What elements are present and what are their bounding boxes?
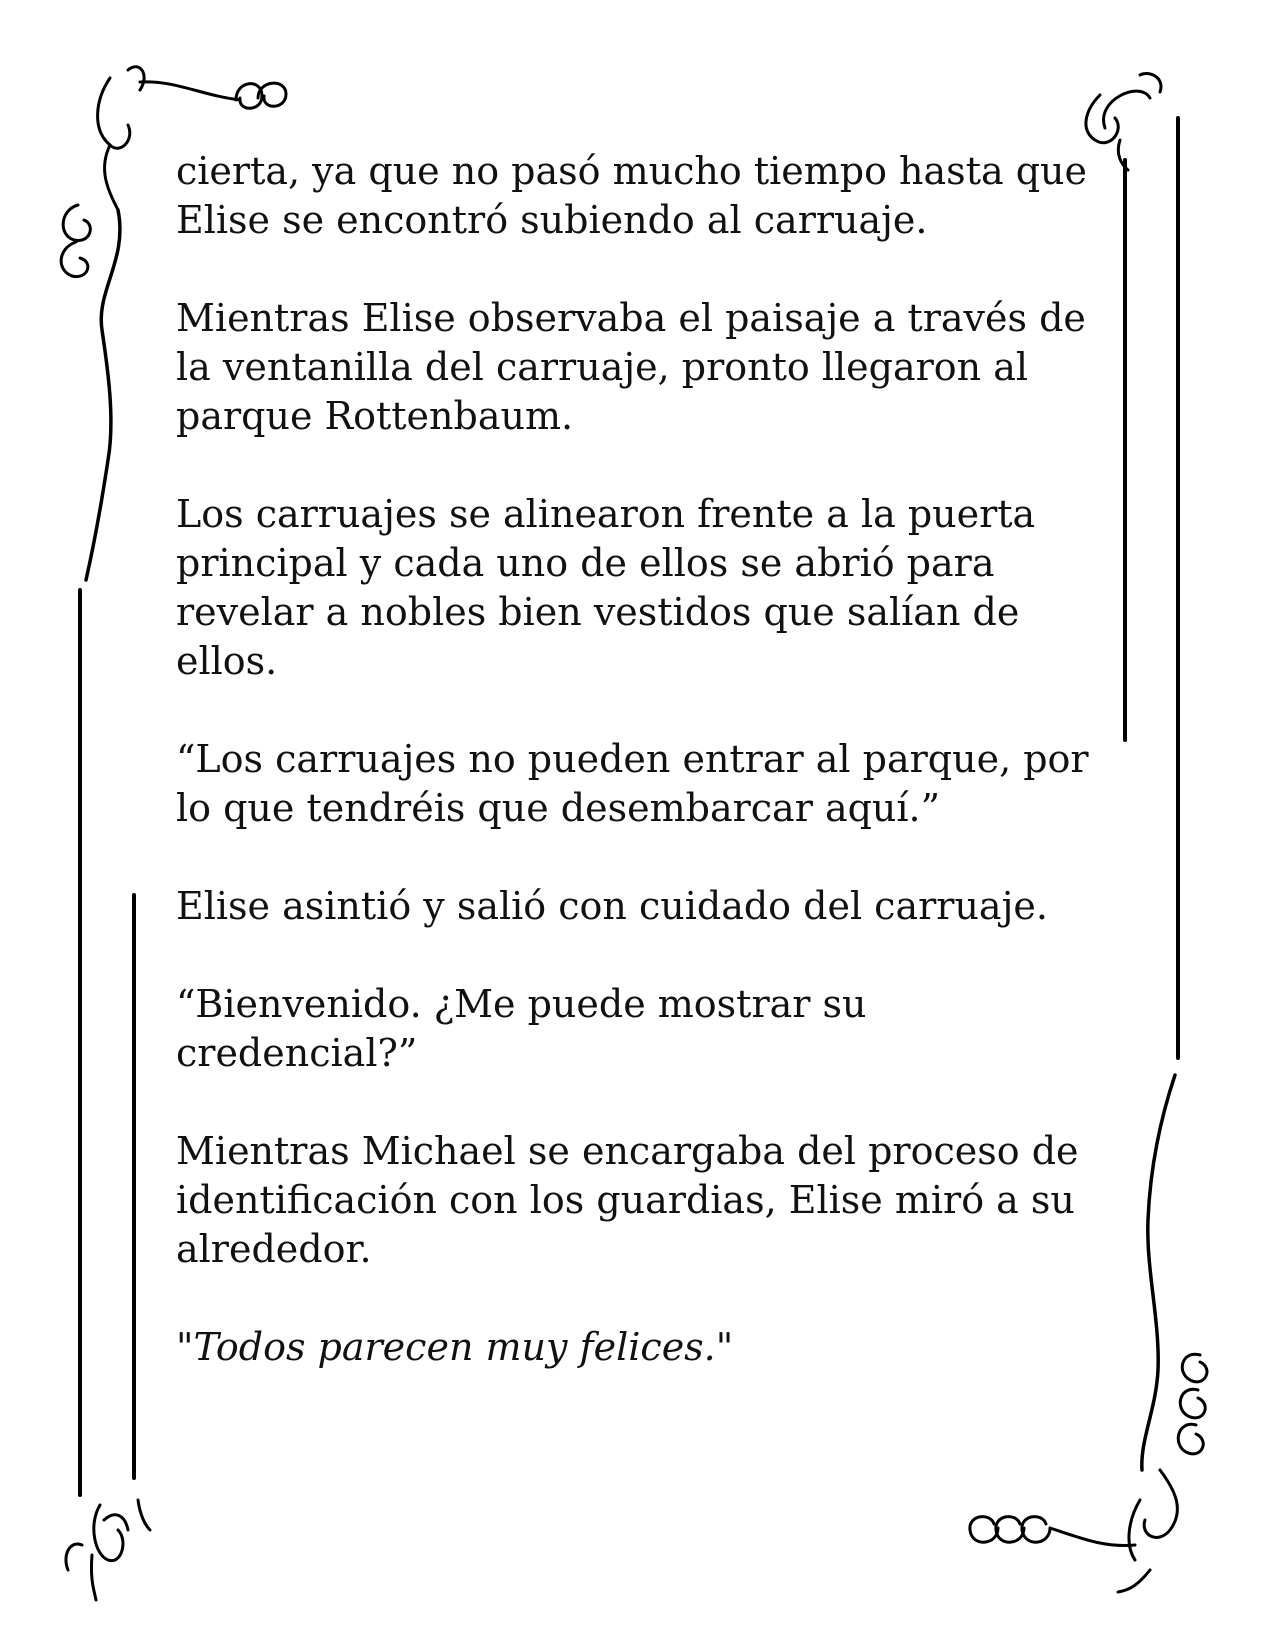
text-line: "Todos parecen muy felices." [176, 1325, 734, 1369]
text-line: Elise asintió y salió con cuidado del carruaje. [176, 884, 1048, 928]
text-line: revelar a nobles bien vestidos que salían de [176, 590, 1020, 634]
text-line: credencial?” [176, 1031, 418, 1075]
body-text [176, 147, 1096, 1421]
bottom-left-flourish-icon [66, 1500, 150, 1600]
text-line: Mientras Elise observaba el paisaje a través de [176, 296, 1086, 340]
text-line: alrededor. [176, 1227, 372, 1271]
text-line: “Los carruajes no pueden entrar al parque, por [176, 737, 1089, 781]
paragraph [176, 735, 1096, 833]
text-line: principal y cada uno de ellos se abrió para [176, 541, 995, 585]
top-right-flourish-icon [1086, 74, 1178, 1058]
paragraph [176, 490, 1096, 686]
text-line: Mientras Michael se encargaba del proceso de [176, 1129, 1079, 1173]
paragraph [176, 294, 1096, 441]
text-line: ellos. [176, 639, 278, 683]
paragraph [176, 1127, 1096, 1274]
paragraph [176, 882, 1096, 931]
text-line: Elise se encontró subiendo al carruaje. [176, 198, 928, 242]
paragraph [176, 147, 1096, 245]
text-line: parque Rottenbaum. [176, 394, 574, 438]
paragraph [176, 1323, 1096, 1372]
paragraph [176, 980, 1096, 1078]
text-line: Los carruajes se alinearon frente a la puerta [176, 492, 1036, 536]
text-line: identificación con los guardias, Elise miró a su [176, 1178, 1075, 1222]
text-line: la ventanilla del carruaje, pronto llegaron al [176, 345, 1029, 389]
text-line: cierta, ya que no pasó mucho tiempo hasta que [176, 149, 1087, 193]
text-line: “Bienvenido. ¿Me puede mostrar su [176, 982, 867, 1026]
text-line: lo que tendréis que desembarcar aquí.” [176, 786, 941, 830]
